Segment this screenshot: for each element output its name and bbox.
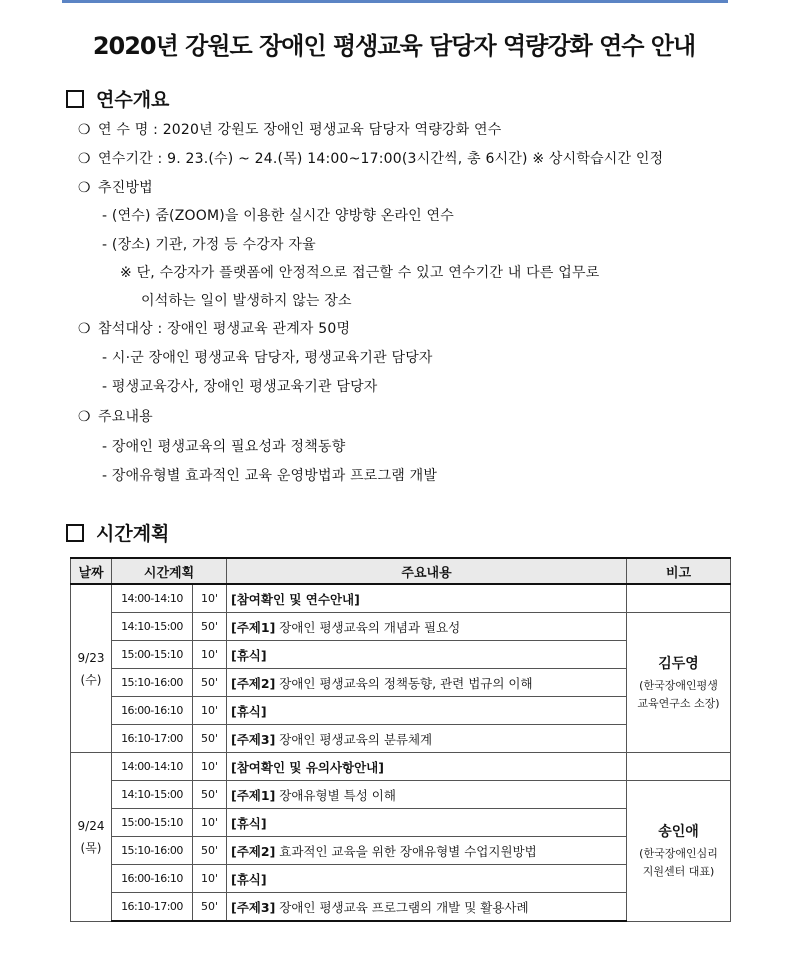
overview-line-method-online: - (연수) 줌(ZOOM)을 이용한 실시간 양방향 온라인 연수: [102, 208, 454, 224]
date-cell: [71, 753, 112, 922]
circle-bullet-icon: ❍: [78, 409, 91, 425]
header-time: 시간계획: [112, 558, 227, 584]
content-cell: [227, 781, 627, 809]
table-row: [71, 584, 731, 613]
content-cell: [227, 865, 627, 893]
content-cell: [227, 641, 627, 669]
overview-line-period: [78, 148, 663, 168]
weekday-text: (수): [80, 672, 102, 687]
note-cell: [627, 613, 731, 753]
date-cell: [71, 584, 112, 753]
section-title: 시간계획: [96, 523, 170, 545]
overview-line-content-2: - 장애유형별 효과적인 교육 운영방법과 프로그램 개발: [102, 468, 438, 484]
time-cell: 14:10-15:00: [112, 781, 193, 809]
overview-text: 연수기간 : 9. 23.(수) ~ 24.(목) 14:00~17:00(3시간씩, 총 6시간) ※ 상시학습시간 인정: [98, 151, 664, 167]
overview-text: 연 수 명 : 2020년 강원도 장애인 평생교육 담당자 역량강화 연수: [98, 122, 502, 138]
time-cell: 15:10-16:00: [112, 837, 193, 865]
date-text: 9/23: [77, 650, 105, 665]
content-text: 효과적인 교육을 위한 장애유형별 수업지원방법: [275, 843, 537, 859]
overview-line-method: [78, 177, 153, 197]
section-title: 연수개요: [96, 89, 170, 111]
time-cell: 14:10-15:00: [112, 613, 193, 641]
instructor-affiliation: 지원센터 대표): [642, 864, 715, 878]
content-label: [주제3]: [231, 899, 276, 915]
overview-text: 참석대상 : 장애인 평생교육 관계자 50명: [98, 321, 351, 337]
duration-cell: 10': [193, 584, 227, 613]
table-row: [71, 781, 731, 809]
content-label: [참여확인 및 유의사항안내]: [231, 759, 384, 775]
weekday-text: (목): [80, 840, 102, 855]
note-cell-empty: [627, 753, 731, 781]
duration-cell: 50': [193, 893, 227, 922]
duration-cell: 10': [193, 697, 227, 725]
header-content: 주요내용: [227, 558, 627, 584]
content-cell: [227, 669, 627, 697]
time-cell: 14:00-14:10: [112, 753, 193, 781]
table-row: [71, 753, 731, 781]
duration-cell: 10': [193, 809, 227, 837]
content-label: [주제3]: [231, 731, 276, 747]
time-cell: 14:00-14:10: [112, 584, 193, 613]
table-header-row: [71, 558, 731, 584]
duration-cell: 10': [193, 865, 227, 893]
time-cell: 15:10-16:00: [112, 669, 193, 697]
overview-line-target-1: - 시·군 장애인 평생교육 담당자, 평생교육기관 담당자: [102, 350, 433, 366]
overview-line-course-name: [78, 119, 502, 139]
section-overview-heading: [66, 85, 169, 112]
content-cell: [227, 584, 627, 613]
overview-text: 추진방법: [98, 180, 153, 196]
content-text: 장애유형별 특성 이해: [275, 787, 396, 803]
overview-line-target-2: - 평생교육강사, 장애인 평생교육기관 담당자: [102, 379, 378, 395]
time-cell: 16:10-17:00: [112, 725, 193, 753]
duration-cell: 10': [193, 753, 227, 781]
content-cell: [227, 893, 627, 922]
instructor-affiliation: (한국장애인평생: [639, 678, 718, 692]
header-note: 비고: [627, 558, 731, 584]
overview-line-content: [78, 406, 153, 426]
instructor-affiliation: 교육연구소 소장): [637, 696, 720, 710]
content-cell: [227, 837, 627, 865]
content-label: [주제2]: [231, 675, 276, 691]
content-label: [휴식]: [231, 871, 267, 887]
time-cell: 15:00-15:10: [112, 641, 193, 669]
checkbox-square-icon: [66, 90, 84, 108]
duration-cell: 50': [193, 725, 227, 753]
overview-line-method-place: - (장소) 기관, 가정 등 수강자 자율: [102, 237, 316, 253]
document-title: 2020년 강원도 장애인 평생교육 담당자 역량강화 연수 안내: [92, 32, 696, 60]
overview-text: 주요내용: [98, 409, 153, 425]
instructor-affiliation: (한국장애인심리: [639, 846, 718, 860]
header-date: 날짜: [71, 558, 112, 584]
content-cell: [227, 697, 627, 725]
content-text: 장애인 평생교육의 개념과 필요성: [275, 619, 461, 635]
overview-line-note-cont: 이석하는 일이 발생하지 않는 장소: [141, 293, 352, 309]
duration-cell: 50': [193, 669, 227, 697]
content-label: [휴식]: [231, 647, 267, 663]
duration-cell: 50': [193, 837, 227, 865]
content-label: [주제1]: [231, 619, 276, 635]
content-cell: [227, 809, 627, 837]
time-cell: 16:00-16:10: [112, 697, 193, 725]
time-cell: 15:00-15:10: [112, 809, 193, 837]
content-label: [휴식]: [231, 703, 267, 719]
overview-line-note: ※ 단, 수강자가 플랫폼에 안정적으로 접근할 수 있고 연수기간 내 다른 업무로: [120, 265, 600, 281]
content-label: [주제1]: [231, 787, 276, 803]
content-text: 장애인 평생교육의 분류체계: [275, 731, 433, 747]
content-label: [주제2]: [231, 843, 276, 859]
duration-cell: 50': [193, 781, 227, 809]
circle-bullet-icon: ❍: [78, 122, 91, 138]
content-label: [참여확인 및 연수안내]: [231, 591, 360, 607]
instructor-name: 김두영: [658, 655, 699, 672]
circle-bullet-icon: ❍: [78, 151, 91, 167]
content-cell: [227, 613, 627, 641]
note-cell-empty: [627, 584, 731, 613]
schedule-table: [70, 557, 731, 922]
time-cell: 16:00-16:10: [112, 865, 193, 893]
section-schedule-heading: [66, 519, 169, 546]
note-cell: [627, 781, 731, 922]
date-text: 9/24: [77, 818, 105, 833]
overview-line-target: [78, 318, 350, 338]
duration-cell: 10': [193, 641, 227, 669]
instructor-name: 송인애: [658, 823, 699, 840]
content-cell: [227, 753, 627, 781]
content-label: [휴식]: [231, 815, 267, 831]
content-text: 장애인 평생교육 프로그램의 개발 및 활용사례: [275, 899, 529, 915]
time-cell: 16:10-17:00: [112, 893, 193, 922]
content-cell: [227, 725, 627, 753]
overview-line-content-1: - 장애인 평생교육의 필요성과 정책동향: [102, 439, 346, 455]
circle-bullet-icon: ❍: [78, 180, 91, 196]
content-text: 장애인 평생교육의 정책동향, 관련 법규의 이해: [275, 675, 533, 691]
circle-bullet-icon: ❍: [78, 321, 91, 337]
duration-cell: 50': [193, 613, 227, 641]
top-rule: [62, 0, 728, 3]
checkbox-square-icon: [66, 524, 84, 542]
table-row: [71, 613, 731, 641]
